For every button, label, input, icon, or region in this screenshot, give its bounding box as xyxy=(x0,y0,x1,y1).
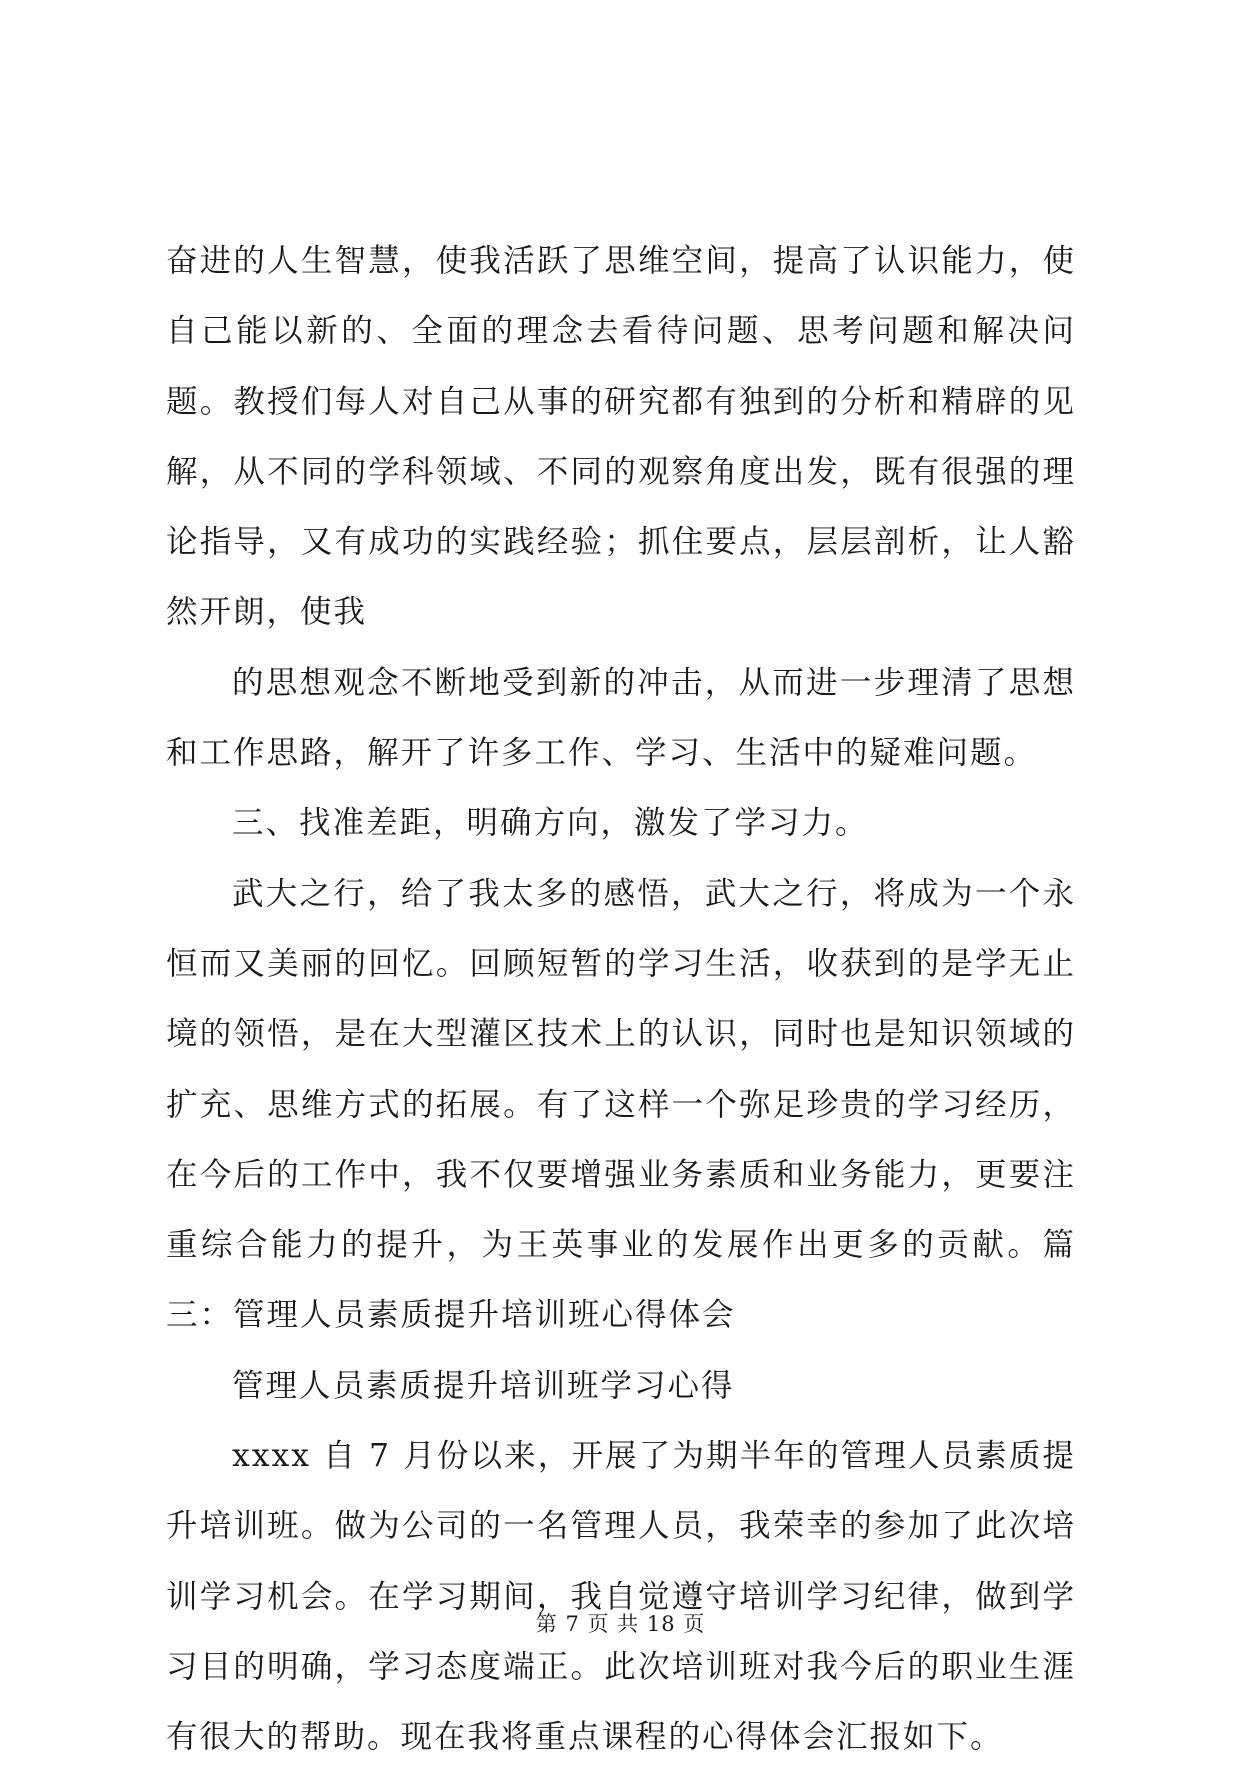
page-footer: 第 7 页 共 18 页 xyxy=(535,1612,706,1636)
section-heading-3: 三、找准差距，明确方向，激发了学习力。 xyxy=(232,805,869,842)
paragraph-4: 武大之行，给了我太多的感悟，武大之行，将成为一个永恒而又美丽的回忆。回顾短暂的学习生活，收获到的是学无止境的领悟，是在大型灌区技术上的认识，同时也是知识领域的扩充、思维方式的拓展。有了这样一个弥足珍贵的学习经历，在今后的工作中，我不仅要增强业务素质和业务能力，更要注重综合能力的提升，为王英事业的发展作出更多的贡献。篇三：管理人员素质提升培训班心得体会 xyxy=(166,875,1076,1334)
article-title: 管理人员素质提升培训班学习心得 xyxy=(232,1367,735,1404)
paragraph-2: 的思想观念不断地受到新的冲击，从而进一步理清了思想和工作思路，解开了许多工作、学习、生活中的疑难问题。 xyxy=(166,664,1076,772)
body-text xyxy=(166,226,1076,1773)
paragraph-6: xxxx 自 7 月份以来，开展了为期半年的管理人员素质提升培训班。做为公司的一名管理人员，我荣幸的参加了此次培训学习机会。在学习期间，我自觉遵守培训学习纪律，做到学习目的明确，学习态度端正。此次培训班对我今后的职业生涯有很大的帮助。现在我将重点课程的心得体会汇报如下。 xyxy=(166,1438,1076,1756)
paragraph-1: 奋进的人生智慧，使我活跃了思维空间，提高了认识能力，使自己能以新的、全面的理念去看待问题、思考问题和解决问题。教授们每人对自己从事的研究都有独到的分析和精辟的见解，从不同的学科领域、不同的观察角度出发，既有很强的理论指导，又有成功的实践经验；抓住要点，层层剖析，让人豁然开朗，使我 xyxy=(166,243,1076,631)
